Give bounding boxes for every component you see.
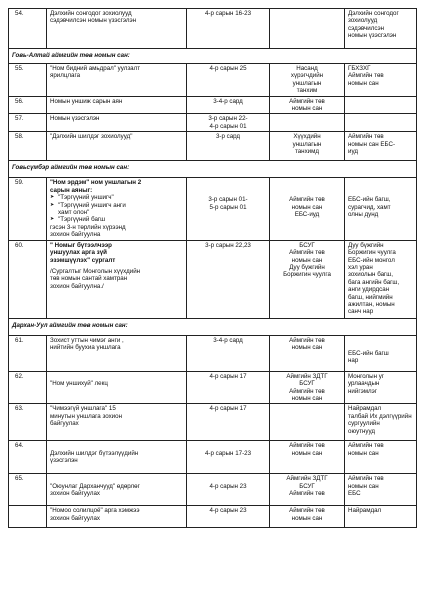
- cell-line: номын сан: [291, 256, 323, 264]
- row-number: 57.: [9, 114, 47, 132]
- section-title: Дархан-Уул аймгийн төв номын сан:: [9, 318, 417, 335]
- cell-line: 3-4-р сард: [213, 97, 243, 105]
- cell-line: танхим: [296, 87, 318, 95]
- section-row: [9, 161, 417, 178]
- partner-cell: [345, 132, 417, 161]
- section-row: [9, 318, 417, 335]
- cell-line: 3-4-р сард: [213, 336, 243, 344]
- row-number: 58.: [9, 132, 47, 161]
- event-plan-table: [8, 8, 417, 528]
- cell-line: Дэлхийн сонгодог: [348, 10, 399, 17]
- org-cell: [270, 335, 345, 371]
- cell-line: сэдэвчилсэн номын үзэсгэлэн: [50, 17, 137, 25]
- cell-line: Монголын уг: [348, 372, 385, 380]
- cell-line: Дэлхийн сонгодог зохиолууд: [50, 10, 132, 17]
- cell-line: оюутнууд: [348, 427, 376, 435]
- cell-line: зохион байгуулах: [50, 490, 101, 498]
- bullet-item: ➤ "Тэргүүний уншигч": [50, 194, 183, 201]
- table-row: [9, 474, 417, 506]
- activity-cell: [47, 240, 187, 318]
- activity-cell: [47, 9, 187, 49]
- document-page: [8, 8, 416, 528]
- table-row: [9, 178, 417, 240]
- org-cell: [270, 404, 345, 441]
- cell-line: 4-р сарын 17: [209, 372, 247, 380]
- partner-cell: [345, 441, 417, 474]
- cell-line: БСУГ: [299, 380, 315, 388]
- cell-line: " Номыг бүтээлчээр: [50, 241, 112, 249]
- cell-line: байгуулах: [50, 420, 79, 428]
- cell-line: Номын уншиж сарын аян: [50, 97, 123, 105]
- cell-line: Аймгийн төв: [289, 196, 325, 204]
- date-cell: [187, 506, 270, 528]
- cell-line: уншлагын: [292, 79, 322, 87]
- org-cell: [270, 371, 345, 404]
- cell-line: талбай Их дэлгүүрийн: [348, 412, 412, 420]
- cell-line: сургуулийн: [348, 420, 380, 428]
- cell-line: [50, 475, 183, 482]
- cell-line: Хүүхдийн: [293, 133, 321, 141]
- cell-line: ЕБС-ийн багш,: [348, 196, 391, 204]
- cell-line: Дуу бүжгийн: [348, 241, 384, 249]
- table-row: [9, 404, 417, 441]
- partner-cell: [345, 114, 417, 132]
- cell-line: нийгэмлэг: [348, 387, 378, 395]
- cell-line: Аймгийн төв: [289, 336, 325, 344]
- cell-line: номын сан: [291, 203, 323, 211]
- activity-cell: [47, 371, 187, 404]
- org-cell: [270, 441, 345, 474]
- activity-cell: [47, 506, 187, 528]
- table-row: [9, 9, 417, 49]
- activity-cell: [47, 474, 187, 506]
- table-row: [9, 132, 417, 161]
- cell-line: [50, 373, 183, 380]
- cell-line: 4-р сарын 17: [209, 405, 247, 413]
- cell-line: "Дэлхийн шилдэг зохиолууд": [50, 133, 133, 141]
- cell-line: номын сан: [348, 449, 379, 457]
- section-row: [9, 49, 417, 64]
- bullet-item: ➤ "Тэргүүний багш: [50, 216, 183, 223]
- org-cell: [270, 178, 345, 240]
- cell-line: Аймгийн төв: [289, 387, 325, 395]
- date-cell: [187, 96, 270, 114]
- cell-line: Аймгийн ЗДТГ: [286, 372, 328, 380]
- date-cell: [187, 132, 270, 161]
- cell-line: зохион байгуулна: [50, 231, 101, 239]
- cell-line: Аймгийн төв: [289, 507, 325, 515]
- cell-line: уншуулах арга зүй: [50, 249, 107, 257]
- table-row: [9, 371, 417, 404]
- cell-line: Боржигин чуулга: [348, 249, 396, 257]
- cell-line: "Оюунлаг Дарханчууд" өдөрлөг: [50, 482, 140, 490]
- cell-line: 4-р сарын 25: [209, 65, 247, 72]
- cell-line: "Ном бидний амьдрал" уулзалт: [50, 65, 141, 72]
- table-row: [9, 506, 417, 528]
- cell-line: 3-р сарын 22-: [208, 115, 248, 123]
- cell-line: минутын уншлага зохион: [50, 412, 122, 420]
- date-cell: [187, 335, 270, 371]
- cell-line: гэсэн 3-н төрлийн хүрээнд: [50, 223, 126, 231]
- date-cell: [187, 240, 270, 318]
- org-cell: [270, 96, 345, 114]
- row-number: [9, 506, 47, 528]
- org-cell: [270, 474, 345, 506]
- bullet-item: ➤ "Тэргүүний уншигч анги: [50, 202, 183, 209]
- row-number: 64.: [9, 441, 47, 474]
- cell-line: ЕБС-иуд: [294, 211, 320, 219]
- cell-line: Аймгийн төв: [289, 442, 325, 450]
- cell-line: багш, нийгмийн: [348, 293, 393, 301]
- table-row: [9, 441, 417, 474]
- row-number: 63.: [9, 404, 47, 441]
- cell-line: Боржигин чуулга: [283, 271, 331, 279]
- partner-cell: [345, 474, 417, 506]
- activity-cell: [47, 132, 187, 161]
- cell-line: Найрамдал: [348, 405, 382, 413]
- cell-line: зохион байгуулах: [50, 514, 101, 522]
- activity-cell: [47, 96, 187, 114]
- cell-line: иуд: [348, 148, 358, 156]
- date-cell: [187, 404, 270, 441]
- partner-cell: [345, 371, 417, 404]
- cell-line: сэдэвчилсэн: [348, 24, 385, 32]
- cell-line: зохиолууд: [348, 17, 378, 25]
- cell-line: номын сан: [291, 514, 323, 522]
- org-cell: [270, 132, 345, 161]
- row-number: 62.: [9, 371, 47, 404]
- date-cell: [187, 441, 270, 474]
- table-row: [9, 240, 417, 318]
- date-cell: [187, 64, 270, 97]
- cell-line: номын сан: [291, 344, 323, 352]
- partner-cell: [345, 335, 417, 371]
- cell-line: Аймгийн төв: [289, 249, 325, 257]
- row-number: 54.: [9, 9, 47, 49]
- org-cell: [270, 9, 345, 49]
- cell-line: Аймгийн төв: [348, 475, 384, 483]
- cell-line: ЕБС: [348, 490, 361, 498]
- cell-line: нийтийн буухиа уншлага: [50, 344, 121, 352]
- cell-line: танхимд: [294, 148, 320, 156]
- cell-line: нар: [348, 357, 359, 365]
- cell-line: Зохист уттын чимэг анги ,: [50, 336, 124, 344]
- cell-line: бага ангийн багш,: [348, 278, 400, 286]
- activity-cell: [47, 178, 187, 240]
- cell-line: Аймгийн төв: [289, 97, 325, 105]
- cell-line: [50, 442, 183, 449]
- cell-line: анги удирдсан: [348, 286, 390, 294]
- cell-line: 3-р сарын 22,23: [205, 241, 251, 249]
- cell-line: Аймгийн төв: [348, 72, 384, 80]
- cell-line: Насанд: [296, 65, 318, 72]
- org-cell: [270, 114, 345, 132]
- cell-line: 5-р сарын 01: [209, 203, 247, 211]
- date-cell: [187, 474, 270, 506]
- activity-cell: [47, 441, 187, 474]
- cell-line: /Сургалтыг Монголын хүүхдийн: [50, 267, 141, 275]
- org-cell: [270, 240, 345, 318]
- partner-cell: [345, 64, 417, 97]
- row-number: 56.: [9, 96, 47, 114]
- org-cell: [270, 506, 345, 528]
- cell-line: Найрамдал: [348, 507, 382, 515]
- partner-cell: [345, 178, 417, 240]
- row-number: 55.: [9, 64, 47, 97]
- cell-line: ЕБС-ийн багш: [348, 349, 389, 357]
- cell-line: Аймгийн төв: [348, 133, 384, 141]
- cell-line: Дуу бүжгийн: [289, 263, 325, 271]
- cell-line: ярилцлага: [50, 72, 81, 80]
- cell-line: төв номын сантай хамтран: [50, 275, 128, 283]
- cell-line: 3-р сарын 01-: [208, 196, 248, 204]
- partner-cell: [345, 9, 417, 49]
- table-row: [9, 114, 417, 132]
- table-row: [9, 335, 417, 371]
- cell-line: хамт олон": [58, 209, 90, 217]
- row-number: 60.: [9, 240, 47, 318]
- date-cell: [187, 9, 270, 49]
- cell-line: Аймгийн төв: [348, 442, 384, 450]
- table-row: [9, 64, 417, 97]
- cell-line: санч нар: [348, 308, 374, 316]
- cell-line: 4-р сарын 23: [209, 507, 247, 515]
- cell-line: сарын аяныг:: [50, 186, 93, 194]
- org-cell: [270, 64, 345, 97]
- cell-line: ЕБС-ийн монгол: [348, 256, 395, 264]
- cell-line: эзэмшүүлэх" сургалт: [50, 256, 116, 264]
- cell-line: Дэлхийн шилдэг бүтээлүүдийн: [50, 449, 139, 457]
- cell-line: үзэсгэлэн: [50, 457, 78, 465]
- cell-line: [190, 475, 266, 482]
- row-number: 65.: [9, 474, 47, 506]
- table-row: [9, 96, 417, 114]
- section-title: Говь-Алтай аймгийн төв номын сан:: [9, 49, 417, 64]
- cell-line: Номын үзэсгэлэн: [50, 115, 100, 123]
- cell-line: уншлагын: [292, 140, 322, 148]
- cell-line: Аймгийн төв: [289, 490, 325, 498]
- cell-line: зохион байгуулна./: [50, 282, 104, 290]
- activity-cell: [47, 114, 187, 132]
- cell-line: хэл уран: [348, 263, 373, 271]
- cell-line: номын сан: [291, 394, 323, 402]
- cell-line: ажилтан, номын: [348, 300, 395, 308]
- cell-line: номын үзэсгэлэн: [348, 32, 397, 40]
- cell-line: [190, 442, 266, 449]
- cell-line: сурагчид, хамт: [348, 203, 391, 211]
- cell-line: хүрэгчдийн: [290, 72, 324, 80]
- cell-line: номын сан: [348, 79, 379, 87]
- partner-cell: [345, 404, 417, 441]
- cell-line: 4-р сарын 01: [209, 122, 247, 130]
- partner-cell: [345, 506, 417, 528]
- section-title: Говьсүмбэр аймгийн төв номын сан:: [9, 161, 417, 178]
- cell-line: 3-р сард: [215, 133, 241, 141]
- cell-line: Аймгийн ЗДТГ: [286, 475, 328, 483]
- cell-line: "Ном эрдэм" ном уншлагын 2: [50, 179, 142, 187]
- cell-line: олны дунд: [348, 211, 379, 219]
- activity-cell: [47, 404, 187, 441]
- cell-line: БСУГ: [299, 482, 315, 490]
- cell-line: урлаачдын: [348, 380, 380, 388]
- date-cell: [187, 178, 270, 240]
- cell-line: БСУГ: [299, 241, 315, 249]
- cell-line: номын сан ЕБС-: [348, 140, 396, 148]
- cell-line: зохиолын багш,: [348, 271, 393, 279]
- row-number: 61.: [9, 335, 47, 371]
- cell-line: номын сан: [291, 105, 323, 113]
- partner-cell: [345, 96, 417, 114]
- cell-line: 4-р сарын 16-23: [204, 10, 252, 17]
- date-cell: [187, 114, 270, 132]
- row-number: 59.: [9, 178, 47, 240]
- cell-line: "Номоо солилцоё" арга хэмжээ: [50, 507, 140, 515]
- cell-line: ГБХЗХГ: [348, 65, 371, 72]
- cell-line: номын сан: [291, 449, 323, 457]
- cell-line: номын сан: [348, 482, 379, 490]
- cell-line: "Ном уншихуй" лекц: [50, 380, 108, 388]
- cell-line: "Чимээгүй уншлага" 15: [50, 405, 116, 413]
- cell-line: 4-р сарын 23: [209, 482, 247, 490]
- activity-cell: [47, 64, 187, 97]
- activity-cell: [47, 335, 187, 371]
- cell-line: 4-р сарын 17-23: [204, 449, 252, 457]
- date-cell: [187, 371, 270, 404]
- partner-cell: [345, 240, 417, 318]
